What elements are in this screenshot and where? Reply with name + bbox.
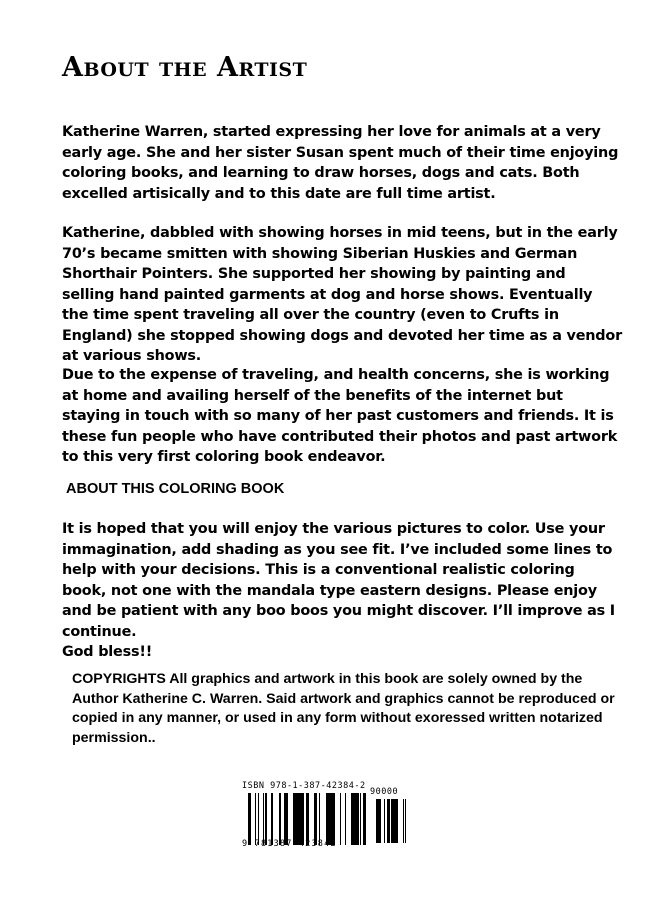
barcode-bar [271, 793, 273, 845]
barcode-bar [376, 799, 378, 843]
closing-line: God bless!! [62, 644, 153, 660]
barcode-bar [363, 793, 366, 845]
isbn-label: ISBN 978-1-387-42384-2 [242, 781, 366, 791]
isbn-barcode [238, 781, 408, 861]
barcode-bar [356, 793, 357, 845]
barcode-bar [279, 793, 281, 845]
barcode-bar [387, 799, 389, 843]
barcode-bar [392, 799, 394, 843]
coloring-book-heading: ABOUT THIS COLORING BOOK [66, 481, 285, 497]
barcode-bar [302, 793, 304, 845]
barcode-bar [391, 799, 392, 843]
barcode-bar [345, 793, 346, 845]
barcode-bar [326, 793, 328, 845]
barcode-addon-bars [370, 799, 408, 843]
barcode-bar [396, 799, 398, 843]
barcode-bar [297, 793, 300, 845]
barcode-bar [319, 793, 320, 845]
barcode-bar [315, 793, 317, 845]
price-code: 90000 [370, 787, 399, 797]
barcode-bar [331, 793, 332, 845]
copyright-notice: COPYRIGHTS All graphics and artwork in this book are solely owned by the Author Katherine C. Warren. Said artwork and graphics cannot be reproduced or copied in any manner, or used in any form without exoressed written notarized permission.. [72, 671, 615, 746]
page-title: About the Artist [62, 52, 308, 83]
barcode-bar [351, 793, 354, 845]
barcode-main-bars [248, 793, 368, 845]
coloring-book-paragraph: It is hoped that you will enjoy the various pictures to color. Use your immagination, add shading as you see fit. I’ve included some lines to help with your decisions. This is a conventional realistic coloring book, not one with the mandala type eastern designs. Please enjoy and be patient with any boo boos you might discover. I’ll improve as I continue. [62, 521, 615, 640]
barcode-bar [248, 793, 251, 845]
barcode-bar [330, 793, 331, 845]
barcode-bar [293, 793, 294, 845]
barcode-digits: 9 781387 423842 [242, 839, 337, 849]
barcode-bar [333, 793, 335, 845]
barcode-bar [384, 799, 385, 843]
barcode-bar [403, 799, 404, 843]
barcode-bar [332, 793, 333, 845]
barcode-bar [263, 793, 264, 845]
barcode-bar [405, 799, 406, 843]
barcode-bar [300, 793, 302, 845]
barcode-bar [389, 799, 390, 843]
barcode-bar [306, 793, 308, 845]
artist-paragraph-3: Due to the expense of traveling, and health concerns, she is working at home and availing herself of the benefits of the internet but staying in touch with so many of her past customers and friends. It is these fun people who have contributed their photos and past artwork to this very first coloring book endeavor. [62, 367, 618, 465]
barcode-bar [265, 793, 266, 845]
barcode-bar [294, 793, 297, 845]
barcode-bar [286, 793, 288, 845]
barcode-bar [354, 793, 356, 845]
barcode-bar [258, 793, 259, 845]
artist-paragraph-1: Katherine Warren, started expressing her love for animals at a very early age. She and her sister Susan spent much of their time enjoying coloring books, and learning to draw horses, dogs and cats. Both excelled artisically and to this date are full time artist. [62, 124, 619, 202]
barcode-bar [380, 799, 381, 843]
barcode-bar [308, 793, 309, 845]
barcode-bar [255, 793, 256, 845]
barcode-bar [340, 793, 341, 845]
barcode-bar [360, 793, 361, 845]
barcode-bar [394, 799, 396, 843]
barcode-bar [378, 799, 380, 843]
barcode-bar [284, 793, 286, 845]
artist-paragraph-2: Katherine, dabbled with showing horses in mid teens, but in the early 70’s became smitten with showing Siberian Huskies and German Shorthair Pointers. She supported her showing by painting and selling hand painted garments at dog and horse shows. Eventually the time spent traveling all over the country (even to Crufts in England) she stopped showing dogs and devoted her time as a vendor at various shows. [62, 225, 622, 364]
barcode-bar [314, 793, 315, 845]
barcode-bar [266, 793, 267, 845]
barcode-bar [328, 793, 330, 845]
barcode-bar [357, 793, 359, 845]
